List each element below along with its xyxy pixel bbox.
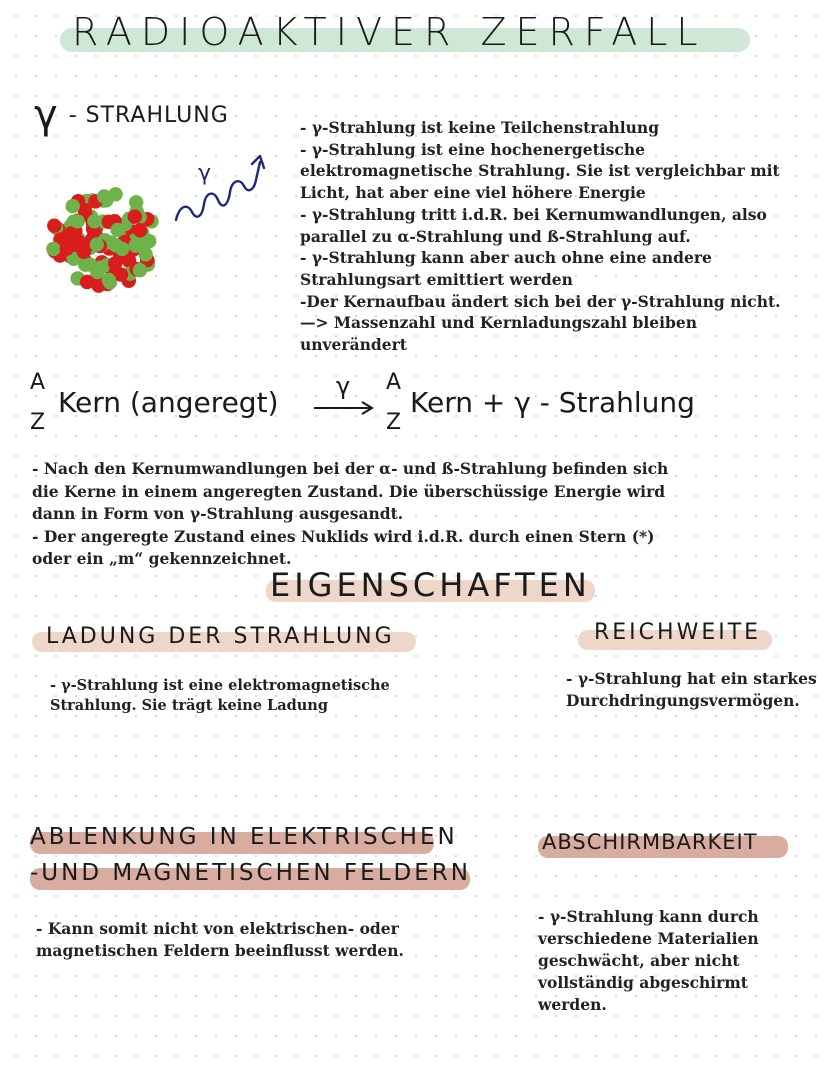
proton-dot — [60, 242, 74, 256]
proton-dot — [133, 223, 147, 237]
neutron-dot — [110, 223, 124, 237]
explanation-text — [32, 458, 682, 571]
ablenkung-line: - Kann somit nicht von elektrischen- oder — [36, 919, 399, 938]
neutron-dot — [87, 214, 101, 228]
ladung-heading-text: LADUNG DER STRAHLUNG — [46, 624, 395, 649]
ablenkung-line: magnetischen Feldern beeinflusst werden. — [36, 941, 404, 960]
neutron-dot — [97, 189, 111, 203]
ablenkung-heading-text-1: ABLENKUNG IN ELEKTRISCHEN — [30, 824, 458, 850]
ablenkung-heading-line2 — [30, 860, 470, 886]
page-title — [60, 10, 750, 62]
abschirmbarkeit-line: werden. — [538, 995, 607, 1014]
properties-heading-text: EIGENSCHAFTEN — [270, 566, 591, 604]
gamma-heading-text: - STRAHLUNG — [68, 103, 229, 128]
neutron-dot — [46, 242, 60, 256]
reichweite-line: Durchdringungsvermögen. — [566, 691, 800, 710]
neutron-dot — [133, 263, 147, 277]
proton-dot — [80, 275, 94, 289]
proton-dot — [128, 210, 142, 224]
neutron-dot — [93, 260, 107, 274]
right-nucleus-text: Kern + γ - Strahlung — [410, 386, 695, 419]
explanation-line: dann in Form von γ-Strahlung ausgesandt. — [32, 504, 404, 523]
arrow-gamma-label: γ — [336, 372, 351, 400]
right-atomic-number: Z — [386, 410, 402, 435]
left-nucleus-text: Kern (angeregt) — [58, 386, 279, 419]
right-mass-number: A — [386, 370, 402, 395]
neutron-dot — [66, 199, 80, 213]
nucleus-particles — [46, 187, 159, 293]
abschirmbarkeit-line: vollständig abgeschirmt — [538, 973, 748, 992]
gamma-bullet: - γ-Strahlung kann aber auch ohne eine andere Strahlungsart emittiert werden — [300, 248, 712, 289]
gamma-heading — [34, 92, 229, 138]
ladung-line: - γ-Strahlung ist eine elektromagnetische — [50, 677, 390, 694]
neutron-dot — [138, 247, 152, 261]
title-text: RADIOAKTIVER ZERFALL — [72, 10, 707, 54]
gamma-bullet: - γ-Strahlung ist eine hochenergetische elektromagnetische Strahlung. Sie ist vergleichbar mit Licht, hat aber eine viel höhere Energie — [300, 139, 780, 203]
reichweite-line: - γ-Strahlung hat ein starkes — [566, 669, 817, 688]
gamma-bullet-list — [300, 117, 800, 356]
ladung-text — [50, 676, 390, 716]
gamma-bullet: - γ-Strahlung ist keine Teilchenstrahlung — [300, 118, 660, 137]
gamma-bullet: —> Massenzahl und Kernladungszahl bleiben unverändert — [300, 313, 697, 355]
reichweite-text — [566, 668, 817, 712]
ablenkung-heading-line1 — [30, 824, 458, 850]
neutron-dot — [102, 273, 116, 287]
left-mass-number: A — [30, 370, 46, 395]
reichweite-heading-text: REICHWEITE — [594, 620, 762, 645]
abschirmbarkeit-line: geschwächt, aber nicht — [538, 951, 740, 970]
abschirmbarkeit-line: - γ-Strahlung kann durch — [538, 907, 759, 926]
explanation-line: - Der angeregte Zustand eines Nuklids wird i.d.R. durch einen Stern (*) — [32, 526, 655, 546]
ablenkung-heading-text-2: -UND MAGNETISCHEN FELDERN — [30, 860, 471, 886]
explanation-line: - Nach den Kernumwandlungen bei der α- und ß-Strahlung befinden sich — [32, 459, 669, 478]
abschirmbarkeit-line: verschiedene Materialien — [538, 929, 759, 948]
ladung-line: Strahlung. Sie trägt keine Ladung — [50, 697, 328, 714]
nucleus-illustration — [42, 182, 172, 297]
neutron-dot — [90, 237, 104, 251]
explanation-line: oder ein „m“ gekennzeichnet. — [32, 549, 292, 568]
abschirmbarkeit-heading-text: ABSCHIRMBARKEIT — [542, 830, 758, 854]
abschirmbarkeit-text — [538, 906, 759, 1016]
properties-heading — [270, 566, 591, 604]
gamma-bullet: - γ-Strahlung tritt i.d.R. bei Kernumwandlungen, also parallel zu α-Strahlung und ß-Strahlung auf. — [300, 204, 767, 246]
proton-dot — [47, 219, 61, 233]
proton-dot — [77, 245, 91, 259]
gamma-bullet: -Der Kernaufbau ändert sich bei der γ-Strahlung nicht. — [300, 291, 781, 311]
ablenkung-text — [36, 918, 404, 962]
gamma-wave-icon — [170, 142, 270, 227]
ladung-heading — [36, 624, 416, 649]
wave-gamma-label: γ — [198, 161, 212, 186]
neutron-dot — [70, 214, 84, 228]
gamma-symbol: γ — [34, 92, 59, 138]
reichweite-heading — [578, 620, 772, 645]
neutron-dot — [115, 242, 129, 256]
decay-equation — [30, 370, 730, 440]
left-atomic-number: Z — [30, 410, 46, 435]
explanation-line: die Kerne in einem angeregten Zustand. Die überschüssige Energie wird — [32, 481, 666, 501]
abschirmbarkeit-heading — [538, 830, 788, 854]
